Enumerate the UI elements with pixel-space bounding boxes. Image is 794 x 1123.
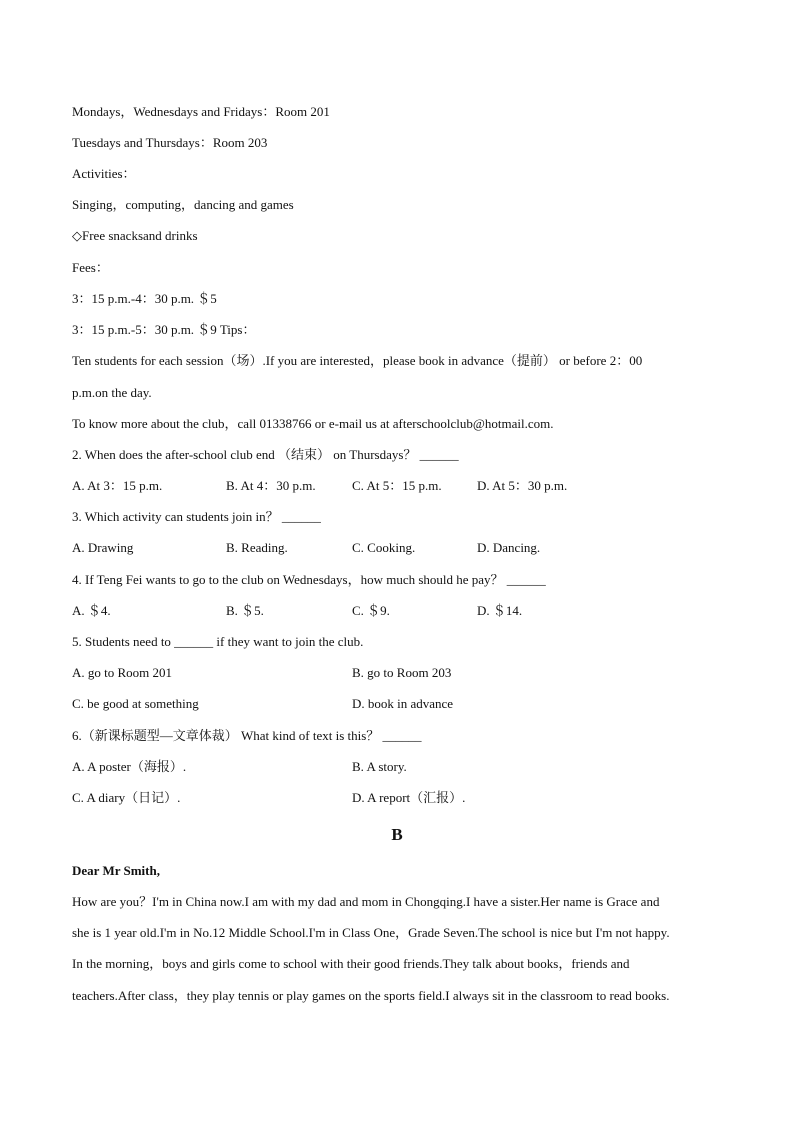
option-a: A. A poster（海报）. [72,759,187,774]
option-c: C. Cooking. [352,540,416,555]
option-d: D. A report（汇报）. [352,790,466,805]
passage-line: ◇Free snacksand drinks [72,228,198,243]
section-heading: B [391,825,403,844]
option-c: C. A diary（日记）. [72,790,181,805]
passage-line: Ten students for each session（场）.If you are interested，please book in advance（提前） or before 2：00 [72,353,643,368]
passage-line: Activities： [72,166,136,181]
letter-line: In the morning，boys and girls come to school with their good friends.They talk about books，friends and [72,956,630,971]
option-b: B. go to Room 203 [352,665,452,680]
option-b: B. At 4：30 p.m. [226,478,316,493]
question-stem: 6.（新课标题型—文章体裁） What kind of text is this？ ______ [72,728,422,743]
option-c: C. At 5：15 p.m. [352,478,442,493]
option-a: A. At 3：15 p.m. [72,478,163,493]
option-d: D. At 5：30 p.m. [477,478,568,493]
option-b: B. ＄5. [226,603,264,618]
option-a: A. go to Room 201 [72,665,173,680]
question-stem: 3. Which activity can students join in？ ______ [72,509,321,524]
letter-salutation: Dear Mr Smith, [72,863,160,878]
question-stem: 4. If Teng Fei wants to go to the club on Wednesdays，how much should he pay？ ______ [72,572,546,587]
passage-line: Mondays，Wednesdays and Fridays：Room 201 [72,104,330,119]
option-d: D. book in advance [352,696,454,711]
passage-line: Tuesdays and Thursdays：Room 203 [72,135,268,150]
passage-line: p.m.on the day. [72,385,152,400]
option-a: A. Drawing [72,540,134,555]
option-b: B. A story. [352,759,407,774]
option-a: A. ＄4. [72,603,111,618]
option-c: C. ＄9. [352,603,390,618]
passage-line: 3：15 p.m.-4：30 p.m. ＄5 [72,291,217,306]
option-d: D. ＄14. [477,603,523,618]
question-stem: 5. Students need to ______ if they want to join the club. [72,634,364,649]
option-c: C. be good at something [72,696,199,711]
question-stem: 2. When does the after-school club end （结束） on Thursdays？ ______ [72,447,459,462]
passage-line: Singing，computing，dancing and games [72,197,294,212]
option-d: D. Dancing. [477,540,541,555]
letter-line: teachers.After class，they play tennis or play games on the sports field.I always sit in the classroom to read books. [72,988,670,1003]
passage-line: 3：15 p.m.-5：30 p.m. ＄9 Tips： [72,322,256,337]
letter-line: How are you？I'm in China now.I am with my dad and mom in Chongqing.I have a sister.Her name is Grace and [72,894,660,909]
option-b: B. Reading. [226,540,288,555]
passage-line: To know more about the club，call 01338766 or e-mail us at afterschoolclub@hotmail.com. [72,416,554,431]
letter-line: she is 1 year old.I'm in No.12 Middle School.I'm in Class One，Grade Seven.The school is nice but I'm not happy. [72,925,670,940]
passage-line: Fees： [72,260,109,275]
